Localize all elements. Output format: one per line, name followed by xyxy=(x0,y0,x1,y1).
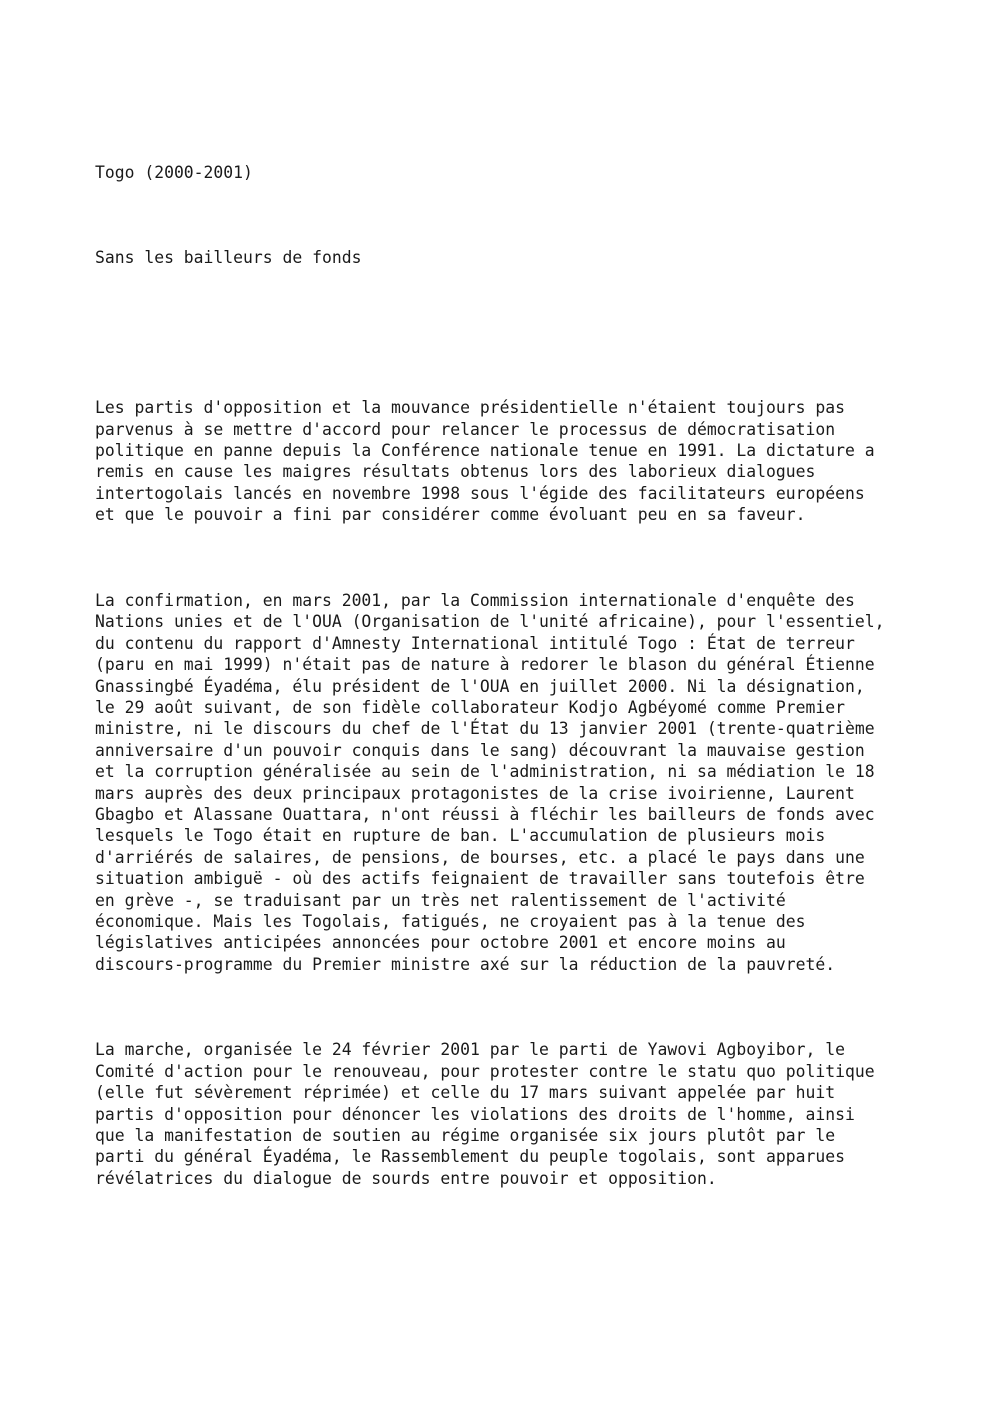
paragraph-line: (paru en mai 1999) n'était pas de nature à redorer le blason du général Étienne xyxy=(95,655,875,675)
document-title: Togo (2000-2001) xyxy=(95,162,253,182)
paragraph-2 xyxy=(95,590,955,975)
paragraph-line: parti du général Éyadéma, le Rassemblement du peuple togolais, sont apparues xyxy=(95,1147,845,1167)
paragraph-line: Les partis d'opposition et la mouvance présidentielle n'étaient toujours pas xyxy=(95,398,845,418)
paragraph-line: que la manifestation de soutien au régime organisée six jours plutôt par le xyxy=(95,1126,836,1146)
paragraph-line: La marche, organisée le 24 février 2001 par le parti de Yawovi Agboyibor, le xyxy=(95,1040,845,1060)
paragraph-line: Comité d'action pour le renouveau, pour protester contre le statu quo politique xyxy=(95,1061,875,1081)
paragraph-line: et la corruption généralisée au sein de l'administration, ni sa médiation le 18 xyxy=(95,762,875,782)
paragraph-line: lesquels le Togo était en rupture de ban. L'accumulation de plusieurs mois xyxy=(95,826,826,846)
paragraph-line: parvenus à se mettre d'accord pour relancer le processus de démocratisation xyxy=(95,419,836,439)
paragraph-line: le 29 août suivant, de son fidèle collaborateur Kodjo Agbéyomé comme Premier xyxy=(95,697,845,717)
paragraph-line: Gnassingbé Éyadéma, élu président de l'OUA en juillet 2000. Ni la désignation, xyxy=(95,676,865,696)
document-page xyxy=(95,119,955,1211)
paragraph-line: ministre, ni le discours du chef de l'État du 13 janvier 2001 (trente-quatrième xyxy=(95,719,875,739)
paragraph-line: Nations unies et de l'OUA (Organisation de l'unité africaine), pour l'essentiel, xyxy=(95,612,885,632)
paragraph-3 xyxy=(95,1039,955,1189)
paragraph-line: et que le pouvoir a fini par considérer comme évoluant peu en sa faveur. xyxy=(95,505,806,525)
paragraph-line: en grève -, se traduisant par un très net ralentissement de l'activité xyxy=(95,890,786,910)
paragraph-line: économique. Mais les Togolais, fatigués, ne croyaient pas à la tenue des xyxy=(95,911,806,931)
paragraph-line: situation ambiguë - où des actifs feignaient de travailler sans toutefois être xyxy=(95,869,865,889)
paragraph-line: discours-programme du Premier ministre axé sur la réduction de la pauvreté. xyxy=(95,954,836,974)
paragraph-line: politique en panne depuis la Conférence nationale tenue en 1991. La dictature a xyxy=(95,441,875,461)
paragraph-line: du contenu du rapport d'Amnesty International intitulé Togo : État de terreur xyxy=(95,633,855,653)
document-subtitle: Sans les bailleurs de fonds xyxy=(95,248,362,268)
paragraph-line: remis en cause les maigres résultats obtenus lors des laborieux dialogues xyxy=(95,462,816,482)
paragraph-line: partis d'opposition pour dénoncer les violations des droits de l'homme, ainsi xyxy=(95,1104,855,1124)
paragraph-line: révélatrices du dialogue de sourds entre pouvoir et opposition. xyxy=(95,1168,717,1188)
paragraph-1 xyxy=(95,397,955,525)
paragraph-line: législatives anticipées annoncées pour octobre 2001 et encore moins au xyxy=(95,933,786,953)
paragraph-line: (elle fut sévèrement réprimée) et celle du 17 mars suivant appelée par huit xyxy=(95,1083,836,1103)
paragraph-line: anniversaire d'un pouvoir conquis dans le sang) découvrant la mauvaise gestion xyxy=(95,740,865,760)
paragraph-line: Gbagbo et Alassane Ouattara, n'ont réussi à fléchir les bailleurs de fonds avec xyxy=(95,804,875,824)
paragraph-line: d'arriérés de salaires, de pensions, de bourses, etc. a placé le pays dans une xyxy=(95,847,865,867)
paragraph-line: La confirmation, en mars 2001, par la Commission internationale d'enquête des xyxy=(95,590,855,610)
paragraph-line: intertogolais lancés en novembre 1998 sous l'égide des facilitateurs européens xyxy=(95,483,865,503)
paragraph-line: mars auprès des deux principaux protagonistes de la crise ivoirienne, Laurent xyxy=(95,783,855,803)
